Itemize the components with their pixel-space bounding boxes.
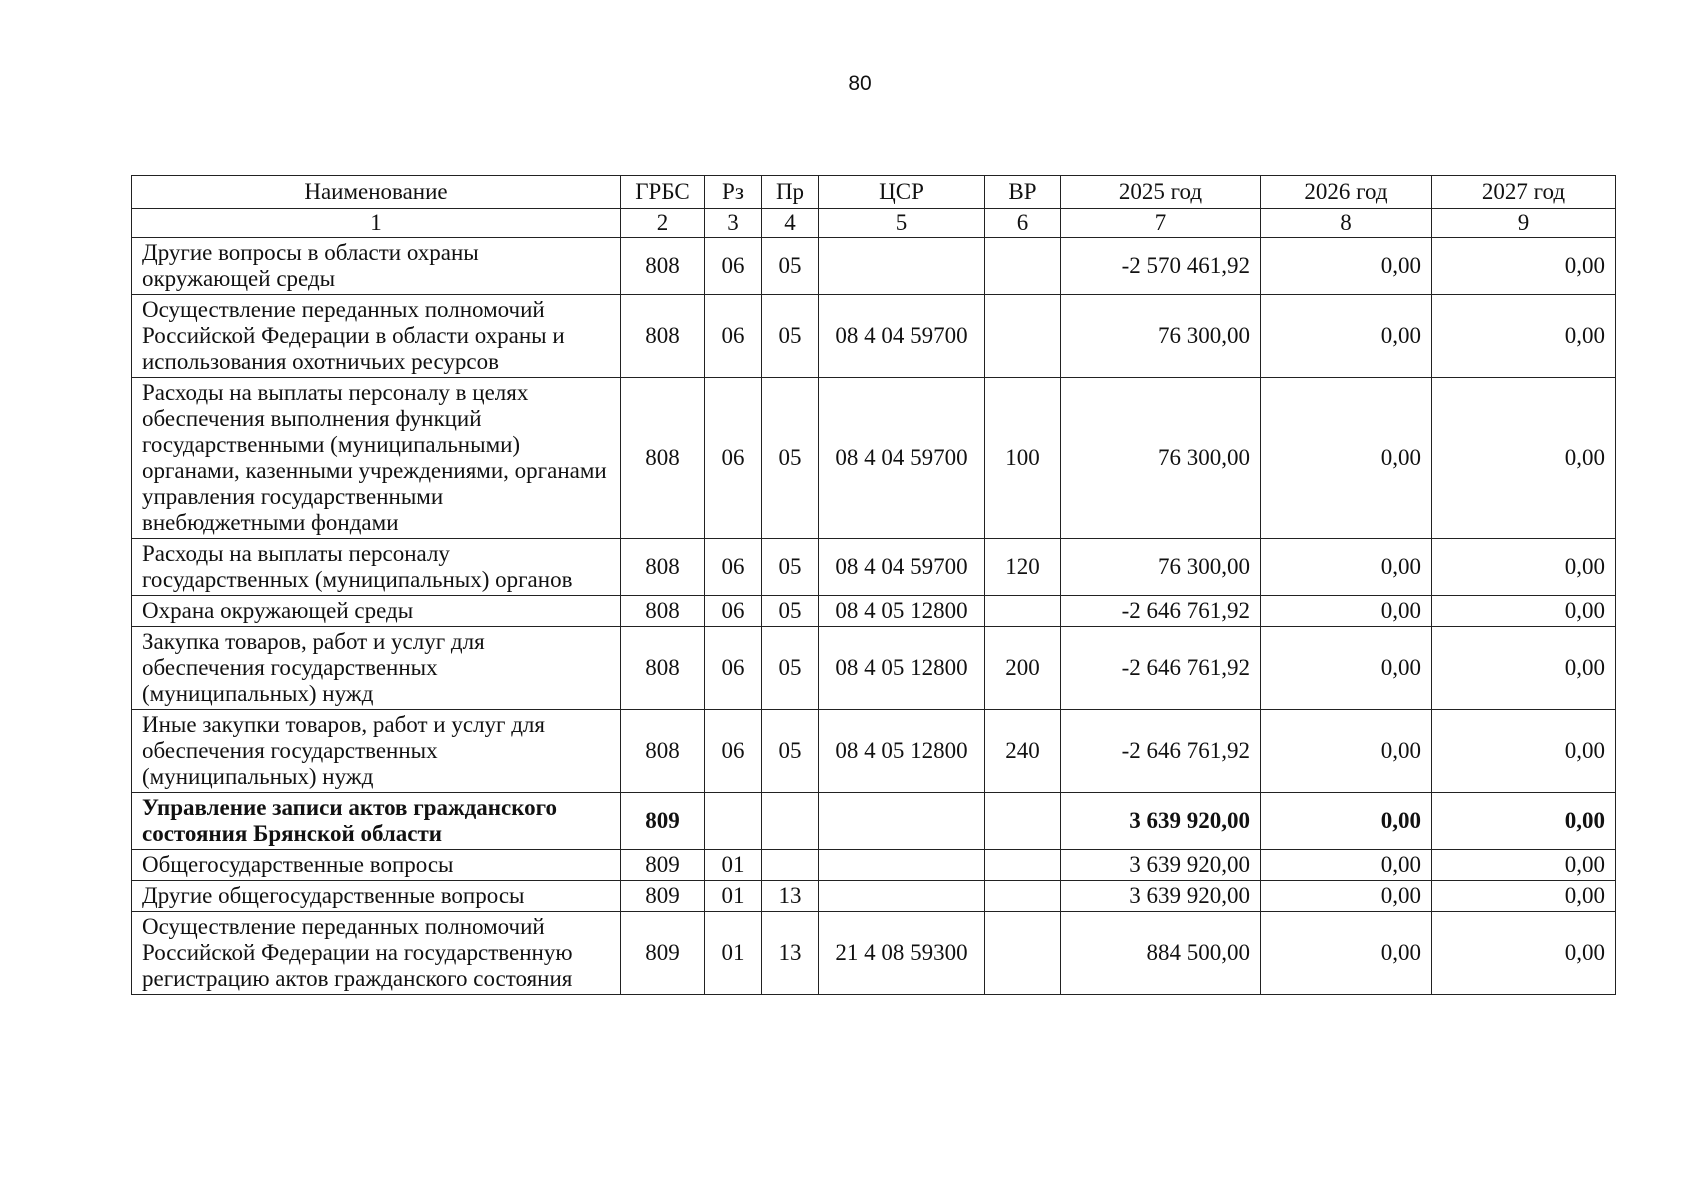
cell-name: Осуществление переданных полномочий Российской Федерации в области охраны и использования охотничьих ресурсов — [132, 295, 621, 378]
cell-grbs: 808 — [621, 710, 705, 793]
cell-2027: 0,00 — [1432, 596, 1616, 627]
cell-2025: 76 300,00 — [1061, 295, 1261, 378]
cell-rz: 01 — [705, 912, 762, 995]
column-number: 6 — [985, 209, 1061, 238]
cell-rz: 06 — [705, 295, 762, 378]
table-body — [132, 238, 1616, 995]
header-2026: 2026 год — [1261, 176, 1432, 209]
cell-pr: 05 — [762, 627, 819, 710]
cell-2026: 0,00 — [1261, 793, 1432, 850]
cell-grbs: 808 — [621, 238, 705, 295]
cell-pr: 13 — [762, 881, 819, 912]
cell-2025: -2 646 761,92 — [1061, 627, 1261, 710]
cell-2027: 0,00 — [1432, 238, 1616, 295]
cell-2027: 0,00 — [1432, 378, 1616, 539]
cell-csr: 08 4 04 59700 — [819, 539, 985, 596]
cell-csr — [819, 238, 985, 295]
cell-name: Закупка товаров, работ и услуг для обеспечения государственных (муниципальных) нужд — [132, 627, 621, 710]
cell-pr: 05 — [762, 238, 819, 295]
header-grbs: ГРБС — [621, 176, 705, 209]
cell-vr: 100 — [985, 378, 1061, 539]
cell-2027: 0,00 — [1432, 710, 1616, 793]
column-number: 2 — [621, 209, 705, 238]
cell-csr: 08 4 04 59700 — [819, 378, 985, 539]
cell-csr — [819, 881, 985, 912]
cell-csr: 08 4 05 12800 — [819, 710, 985, 793]
cell-2026: 0,00 — [1261, 627, 1432, 710]
cell-csr — [819, 793, 985, 850]
cell-name: Управление записи актов гражданского состояния Брянской области — [132, 793, 621, 850]
cell-2025: -2 646 761,92 — [1061, 710, 1261, 793]
cell-grbs: 809 — [621, 912, 705, 995]
cell-rz: 06 — [705, 710, 762, 793]
header-csr: ЦСР — [819, 176, 985, 209]
cell-pr: 05 — [762, 378, 819, 539]
cell-grbs: 808 — [621, 295, 705, 378]
cell-2027: 0,00 — [1432, 295, 1616, 378]
cell-grbs: 809 — [621, 850, 705, 881]
column-number: 7 — [1061, 209, 1261, 238]
header-rz: Рз — [705, 176, 762, 209]
cell-grbs: 808 — [621, 596, 705, 627]
cell-rz: 06 — [705, 238, 762, 295]
cell-pr: 05 — [762, 710, 819, 793]
cell-name: Иные закупки товаров, работ и услуг для обеспечения государственных (муниципальных) нужд — [132, 710, 621, 793]
cell-2026: 0,00 — [1261, 850, 1432, 881]
cell-2026: 0,00 — [1261, 378, 1432, 539]
cell-vr: 120 — [985, 539, 1061, 596]
cell-rz: 06 — [705, 378, 762, 539]
table-row — [132, 627, 1616, 710]
page-number: 80 — [848, 72, 872, 95]
cell-2025: -2 646 761,92 — [1061, 596, 1261, 627]
column-number: 3 — [705, 209, 762, 238]
header-name: Наименование — [132, 176, 621, 209]
column-number: 1 — [132, 209, 621, 238]
table-row — [132, 710, 1616, 793]
table-row — [132, 912, 1616, 995]
cell-grbs: 809 — [621, 793, 705, 850]
cell-2025: -2 570 461,92 — [1061, 238, 1261, 295]
cell-pr: 13 — [762, 912, 819, 995]
cell-name: Расходы на выплаты персоналу в целях обеспечения выполнения функций государственными (муниципальными) органами, казенными учреждениями, органами управления государственными внебюджетными фондами — [132, 378, 621, 539]
cell-csr: 08 4 05 12800 — [819, 596, 985, 627]
table-row — [132, 881, 1616, 912]
cell-2027: 0,00 — [1432, 881, 1616, 912]
cell-rz: 06 — [705, 539, 762, 596]
header-2025: 2025 год — [1061, 176, 1261, 209]
cell-pr: 05 — [762, 596, 819, 627]
column-number: 8 — [1261, 209, 1432, 238]
cell-2027: 0,00 — [1432, 627, 1616, 710]
table-row — [132, 378, 1616, 539]
cell-name: Охрана окружающей среды — [132, 596, 621, 627]
cell-name: Общегосударственные вопросы — [132, 850, 621, 881]
table-row — [132, 793, 1616, 850]
table-row — [132, 596, 1616, 627]
cell-2025: 3 639 920,00 — [1061, 881, 1261, 912]
table-row — [132, 295, 1616, 378]
cell-vr — [985, 793, 1061, 850]
cell-pr — [762, 850, 819, 881]
cell-vr — [985, 596, 1061, 627]
cell-pr — [762, 793, 819, 850]
cell-csr — [819, 850, 985, 881]
cell-2026: 0,00 — [1261, 881, 1432, 912]
cell-csr: 08 4 04 59700 — [819, 295, 985, 378]
cell-2027: 0,00 — [1432, 912, 1616, 995]
cell-rz: 06 — [705, 596, 762, 627]
cell-pr: 05 — [762, 295, 819, 378]
cell-vr: 240 — [985, 710, 1061, 793]
cell-2026: 0,00 — [1261, 238, 1432, 295]
cell-vr — [985, 912, 1061, 995]
cell-pr: 05 — [762, 539, 819, 596]
cell-name: Другие общегосударственные вопросы — [132, 881, 621, 912]
cell-rz — [705, 793, 762, 850]
header-row — [132, 176, 1616, 209]
table-row — [132, 539, 1616, 596]
table-row — [132, 238, 1616, 295]
cell-2025: 884 500,00 — [1061, 912, 1261, 995]
column-number: 5 — [819, 209, 985, 238]
cell-vr — [985, 295, 1061, 378]
cell-2027: 0,00 — [1432, 850, 1616, 881]
cell-grbs: 809 — [621, 881, 705, 912]
cell-2026: 0,00 — [1261, 912, 1432, 995]
cell-name: Осуществление переданных полномочий Российской Федерации на государственную регистрацию актов гражданского состояния — [132, 912, 621, 995]
cell-csr: 08 4 05 12800 — [819, 627, 985, 710]
header-vr: ВР — [985, 176, 1061, 209]
column-number-row — [132, 209, 1616, 238]
cell-vr: 200 — [985, 627, 1061, 710]
cell-2027: 0,00 — [1432, 539, 1616, 596]
cell-grbs: 808 — [621, 378, 705, 539]
column-number: 9 — [1432, 209, 1616, 238]
cell-2026: 0,00 — [1261, 295, 1432, 378]
column-number: 4 — [762, 209, 819, 238]
cell-2026: 0,00 — [1261, 539, 1432, 596]
cell-2026: 0,00 — [1261, 596, 1432, 627]
header-2027: 2027 год — [1432, 176, 1616, 209]
budget-table — [131, 175, 1616, 995]
cell-2025: 3 639 920,00 — [1061, 850, 1261, 881]
cell-rz: 01 — [705, 850, 762, 881]
cell-grbs: 808 — [621, 627, 705, 710]
cell-vr — [985, 881, 1061, 912]
cell-rz: 01 — [705, 881, 762, 912]
header-pr: Пр — [762, 176, 819, 209]
cell-2025: 76 300,00 — [1061, 539, 1261, 596]
table-row — [132, 850, 1616, 881]
cell-2026: 0,00 — [1261, 710, 1432, 793]
cell-rz: 06 — [705, 627, 762, 710]
cell-name: Другие вопросы в области охраны окружающей среды — [132, 238, 621, 295]
cell-vr — [985, 850, 1061, 881]
cell-vr — [985, 238, 1061, 295]
cell-grbs: 808 — [621, 539, 705, 596]
cell-2027: 0,00 — [1432, 793, 1616, 850]
cell-2025: 76 300,00 — [1061, 378, 1261, 539]
cell-csr: 21 4 08 59300 — [819, 912, 985, 995]
cell-2025: 3 639 920,00 — [1061, 793, 1261, 850]
cell-name: Расходы на выплаты персоналу государственных (муниципальных) органов — [132, 539, 621, 596]
